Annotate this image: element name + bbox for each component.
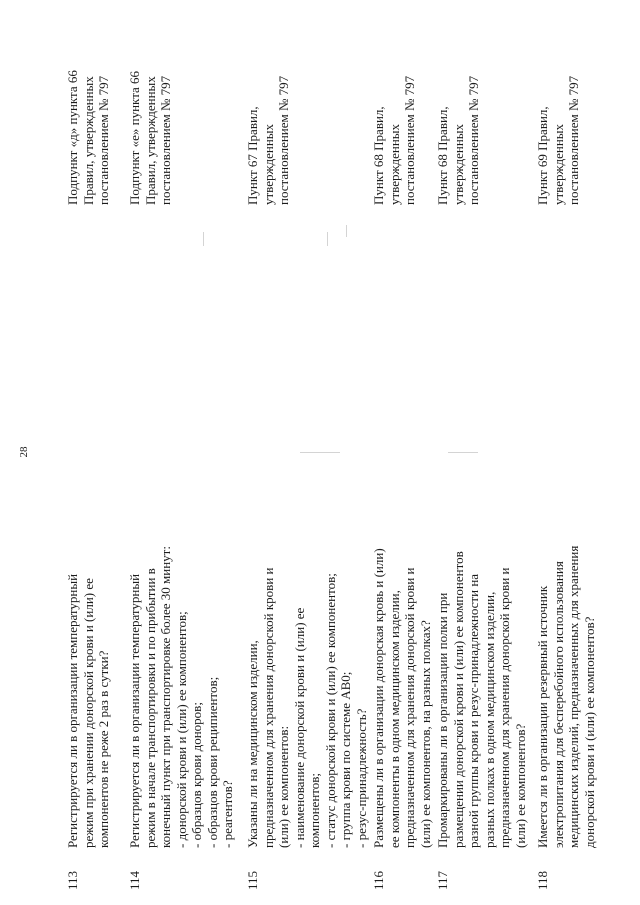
scan-artifact [448, 452, 478, 453]
row-number: 118 [535, 870, 550, 890]
question-line: конечный пункт при транспортировке более 30 минут: [158, 546, 173, 848]
checklist-table [65, 20, 625, 890]
row-question [371, 416, 433, 848]
question-line: Промаркированы ли в организации полки при [435, 592, 450, 848]
page-number: 28 [18, 446, 30, 458]
reference-line: Подпункт «д» пункта 66 [65, 70, 80, 205]
row-number: 117 [435, 870, 450, 890]
row-question [245, 416, 369, 848]
scan-artifact [300, 452, 340, 453]
question-line: Имеется ли в организации резервный источник [535, 585, 550, 848]
reference-line: Пункт 69 Правил, [535, 106, 550, 205]
reference-line: Пункт 67 Правил, [245, 106, 260, 205]
question-line: размещении донорской крови и (или) ее компонентов [450, 551, 466, 848]
question-line: - группа крови по системе AB0; [338, 671, 353, 848]
row-question [435, 416, 528, 848]
row-number: 113 [65, 870, 80, 890]
question-line: предназначенном для хранения донорской крови и [497, 567, 512, 848]
reference-line: утвержденных [550, 123, 566, 205]
row-question [127, 416, 236, 848]
question-line: - образцов крови доноров; [189, 702, 204, 848]
question-line: разных полках в одном медицинском изделии, [481, 591, 497, 848]
question-line: (или) ее компонентов? [512, 723, 528, 848]
question-line: - реагентов? [220, 780, 235, 848]
scan-artifact [327, 232, 328, 246]
row-question [65, 416, 112, 848]
question-line: режим в начале транспортировки и по прибытии в [142, 568, 158, 848]
reference-line: Пункт 68 Правил, [371, 106, 386, 205]
reference-line: утвержденных [260, 123, 276, 205]
question-line: электропитания для бесперебойного использования [550, 561, 566, 848]
question-line: компонентов; [307, 772, 322, 848]
question-line: медицинских изделий, предназначенных для хранения [566, 545, 581, 848]
question-line: донорской крови и (или) ее компонентов? [581, 616, 597, 848]
row-legal-reference [535, 25, 582, 205]
reference-line: постановлением № 797 [158, 75, 173, 205]
question-line: - образцов крови реципиентов; [204, 676, 220, 848]
question-line: (или) ее компонентов, на разных полках? [417, 620, 433, 848]
row-legal-reference [127, 25, 174, 205]
row-number: 114 [127, 870, 142, 890]
question-line: - статус донорской крови и (или) ее компонентов; [322, 573, 338, 848]
question-line: разной группы крови и резус-принадлежности на [466, 573, 481, 848]
row-question [535, 416, 597, 848]
question-line: Регистрируется ли в организации температурный [127, 573, 142, 848]
reference-line: постановлением № 797 [276, 75, 291, 205]
reference-line: постановлением № 797 [466, 75, 481, 205]
question-line: компонентов не реже 2 раз в сутки? [96, 650, 111, 848]
question-line: режим при хранении донорской крови и (или) ее [80, 578, 96, 848]
question-line: Указаны ли на медицинском изделии, [245, 640, 260, 848]
question-line: предназначенном для хранения донорской крови и [260, 567, 276, 848]
reference-line: Пункт 68 Правил, [435, 106, 450, 205]
question-line: - резус-принадлежность? [353, 708, 369, 848]
row-legal-reference [371, 25, 418, 205]
reference-line: Правил, утвержденных [142, 76, 158, 205]
question-line: ее компоненты в одном медицинском изделии, [386, 590, 402, 848]
scan-artifact [346, 225, 347, 237]
question-line: - донорской крови и (или) ее компонентов; [173, 611, 189, 848]
question-line: (или) ее компонентов: [276, 725, 291, 848]
scan-artifact [203, 232, 204, 246]
reference-line: постановлением № 797 [566, 75, 581, 205]
question-line: - наименование донорской крови и (или) ее [291, 607, 307, 848]
question-line: Регистрируется ли в организации температурный [65, 573, 80, 848]
row-number: 116 [371, 870, 386, 890]
reference-line: Подпункт «е» пункта 66 [127, 70, 142, 205]
reference-line: постановлением № 797 [96, 75, 111, 205]
reference-line: утвержденных [450, 123, 466, 205]
row-legal-reference [65, 25, 112, 205]
question-line: предназначенном для хранения донорской крови и [402, 567, 417, 848]
reference-line: постановлением № 797 [402, 75, 417, 205]
row-legal-reference [435, 25, 482, 205]
reference-line: Правил, утвержденных [80, 76, 96, 205]
row-number: 115 [245, 870, 260, 890]
question-line: Размещены ли в организации донорская кровь и (или) [371, 548, 386, 848]
reference-line: утвержденных [386, 123, 402, 205]
row-legal-reference [245, 25, 292, 205]
